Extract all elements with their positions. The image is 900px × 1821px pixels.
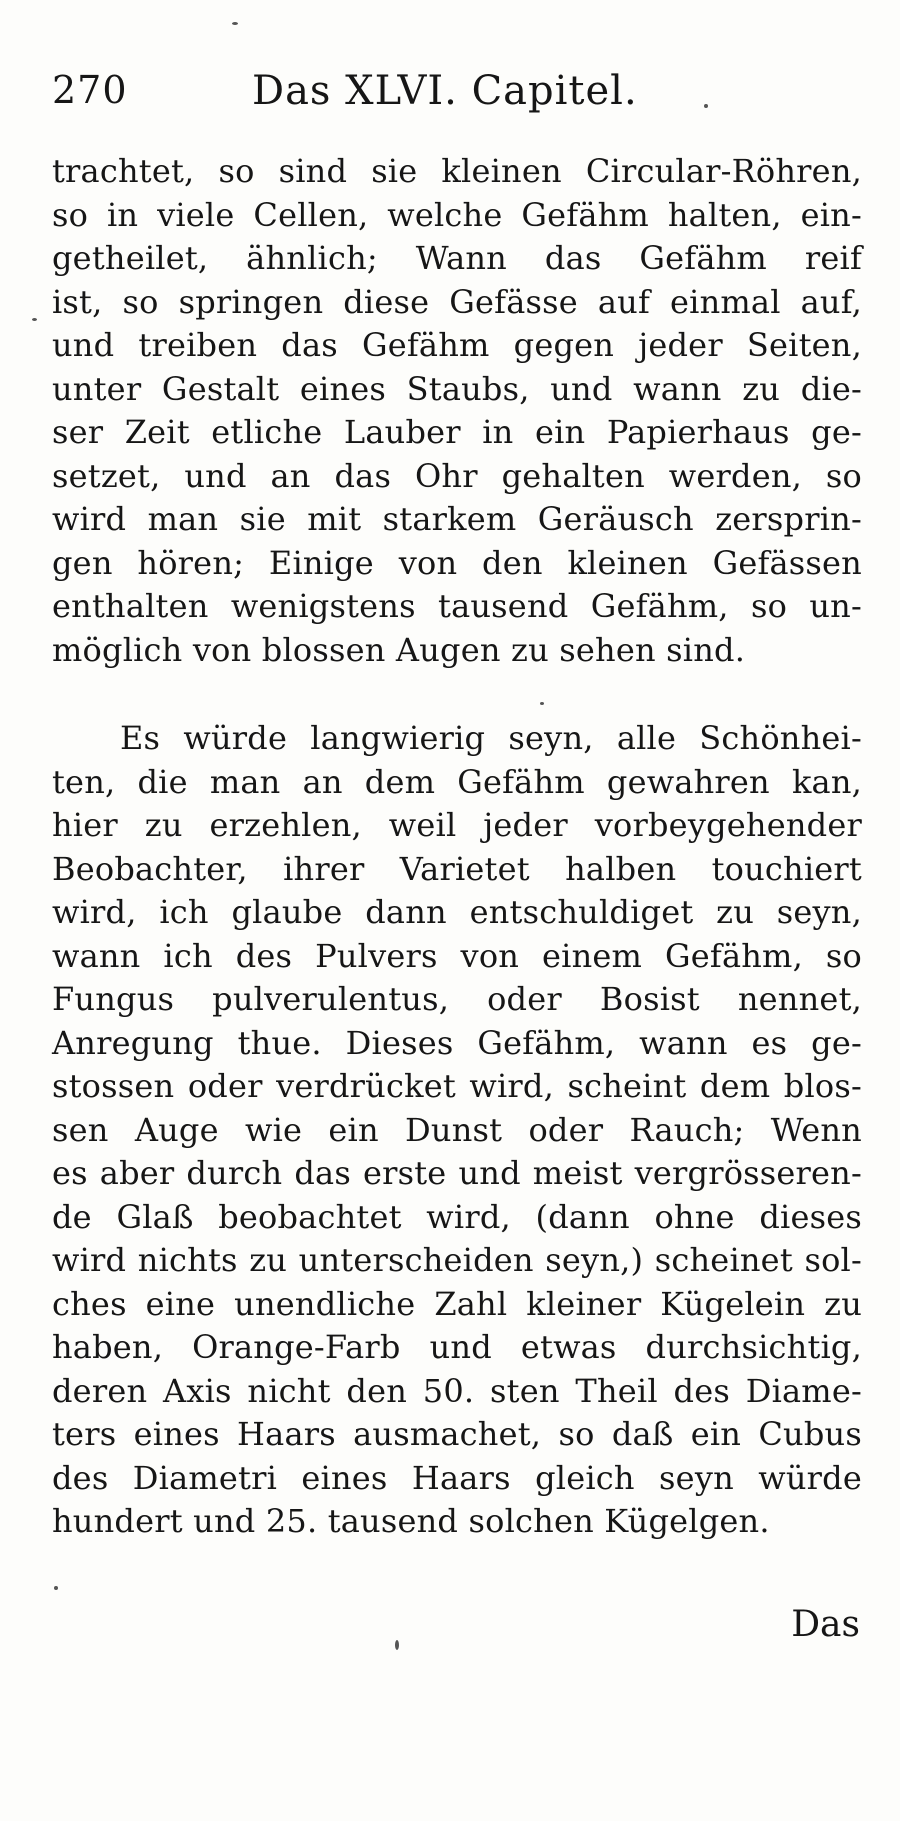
- text-line: ist, so springen diese Gefässe auf einmal auf,: [52, 282, 862, 321]
- text-line: de Glaß beobachtet wird, (dann ohne dieses: [52, 1197, 862, 1236]
- page-body: [52, 150, 862, 1544]
- text-line: wann ich des Pulvers von einem Gefähm, so: [52, 936, 862, 975]
- text-line: Beobachter, ihrer Varietet halben touchiert: [52, 849, 862, 888]
- text-line: haben, Orange-Farb und etwas durchsichtig,: [52, 1328, 862, 1366]
- paragraph-gap: [52, 672, 862, 717]
- text-line: des Diametri eines Haars gleich seyn würde: [52, 1458, 862, 1497]
- text-line: enthalten wenigstens tausend Gefähm, so un-: [52, 587, 862, 625]
- page-header: [52, 68, 852, 128]
- page-number: 270: [52, 68, 128, 112]
- text-line: Anregung thue. Dieses Gefähm, wann es ge-: [52, 1023, 862, 1062]
- running-head: Das XLVI. Capitel.: [252, 68, 638, 114]
- text-line: Fungus pulverulentus, oder Bosist nennet,: [52, 980, 862, 1018]
- paper-speck: [540, 702, 544, 705]
- text-line: deren Axis nicht den 50. sten Theil des Diame-: [52, 1371, 862, 1410]
- text-line: gen hören; Einige von den kleinen Gefässen: [52, 543, 862, 582]
- paper-speck: [54, 1586, 58, 1590]
- text-line: ches eine unendliche Zahl kleiner Kügelein zu: [52, 1284, 862, 1323]
- text-line: ters eines Haars ausmachet, so daß ein Cubus: [52, 1415, 862, 1453]
- paper-speck: [704, 104, 708, 108]
- text-line: so in viele Cellen, welche Gefähm halten, ein-: [52, 195, 862, 234]
- paragraph: [52, 150, 862, 672]
- text-line: ser Zeit etliche Lauber in ein Papierhaus ge-: [52, 413, 862, 451]
- text-line: ten, die man an dem Gefähm gewahren kan,: [52, 762, 862, 801]
- text-line: möglich von blossen Augen zu sehen sind.: [52, 630, 746, 669]
- text-line: unter Gestalt eines Staubs, und wann zu die-: [52, 369, 862, 408]
- text-line: setzet, und an das Ohr gehalten werden, so: [52, 456, 862, 495]
- text-line: getheilet, ähnlich; Wann das Gefähm reif: [52, 239, 862, 277]
- paper-speck: [32, 318, 37, 321]
- text-line: hier zu erzehlen, weil jeder vorbeygehender: [52, 806, 862, 844]
- text-line: Es würde langwierig seyn, alle Schönhei-: [120, 719, 862, 757]
- text-line: trachtet, so sind sie kleinen Circular-Röhren,: [52, 152, 862, 190]
- text-line: sen Auge wie ein Dunst oder Rauch; Wenn: [52, 1110, 862, 1149]
- text-line: stossen oder verdrücket wird, scheint dem blos-: [52, 1067, 862, 1105]
- catchword: Das: [791, 1604, 860, 1645]
- paper-speck: [395, 1640, 399, 1650]
- paper-speck: [232, 22, 238, 25]
- text-line: wird nichts zu unterscheiden seyn,) scheinet sol-: [52, 1241, 862, 1279]
- text-line: wird, ich glaube dann entschuldiget zu seyn,: [52, 893, 862, 931]
- paragraph: [52, 717, 862, 1544]
- text-line: und treiben das Gefähm gegen jeder Seiten,: [52, 326, 862, 364]
- text-line: wird man sie mit starkem Geräusch zersprin-: [52, 500, 862, 538]
- text-line: es aber durch das erste und meist vergrösseren-: [52, 1154, 862, 1192]
- text-line: hundert und 25. tausend solchen Kügelgen.: [52, 1502, 770, 1540]
